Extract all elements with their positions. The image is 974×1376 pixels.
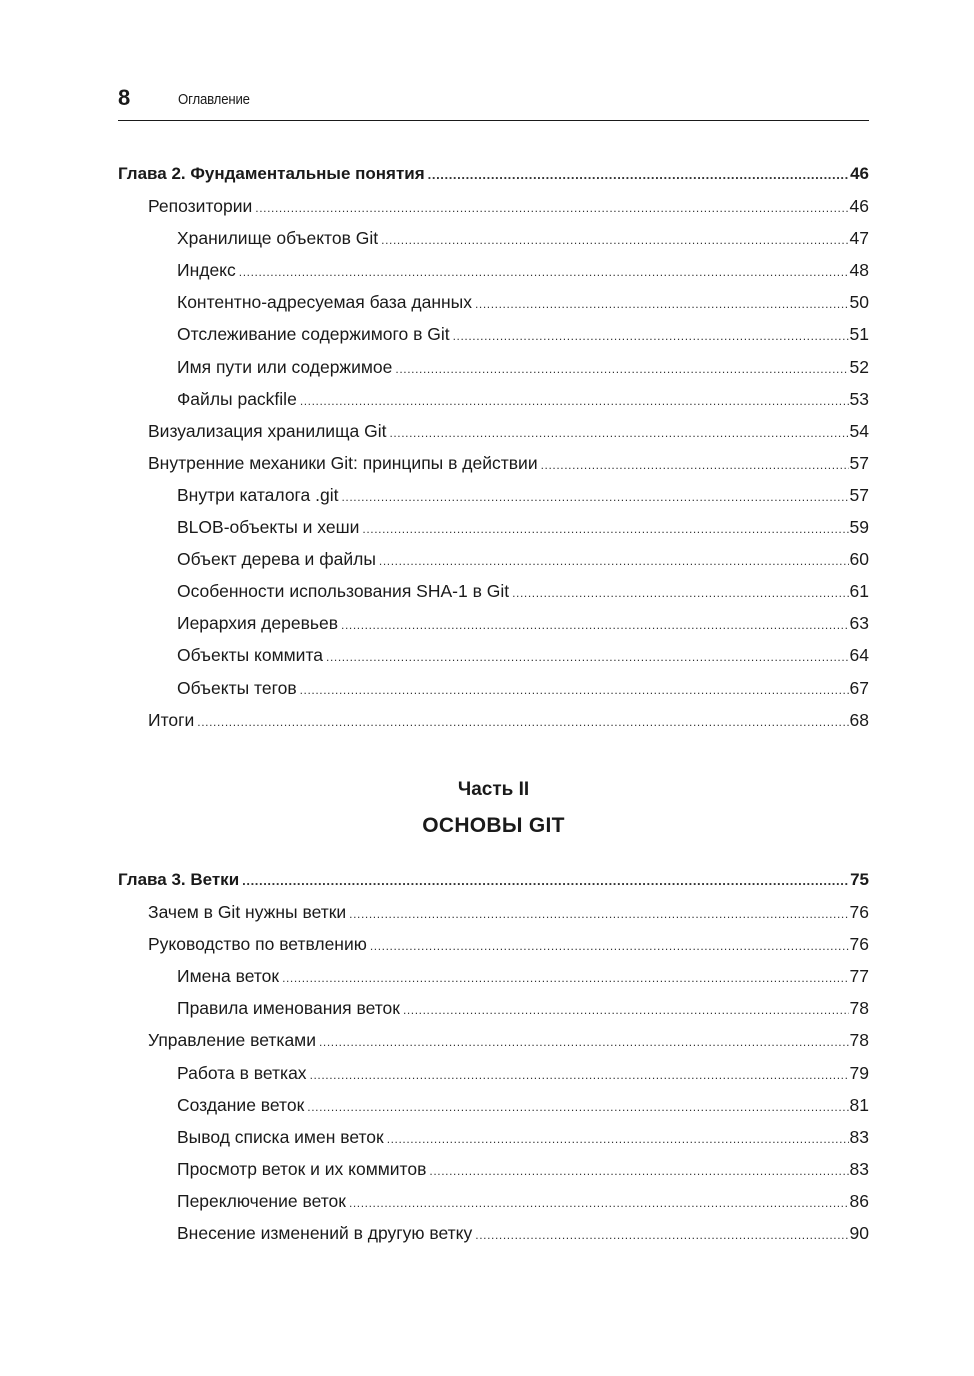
toc-entry-page: 86 — [849, 1190, 869, 1211]
toc-entry-title: Глава 3. Ветки — [118, 870, 240, 889]
toc-entry[interactable] — [118, 1153, 869, 1185]
toc-leader-dots — [389, 417, 848, 449]
toc-entry-page: 90 — [849, 1223, 869, 1244]
toc-entry[interactable] — [118, 222, 869, 254]
toc-entry[interactable] — [118, 960, 869, 992]
toc-entry-title: Объекты тегов — [177, 677, 297, 698]
toc-leader-dots — [429, 1155, 848, 1187]
toc-entry-page: 67 — [849, 677, 869, 698]
toc-leader-dots — [300, 674, 849, 706]
toc-leader-dots — [326, 641, 849, 673]
toc-entry-title: BLOB-объекты и хеши — [177, 517, 360, 538]
toc-entry-page: 81 — [849, 1094, 869, 1115]
part-number: Часть II — [457, 779, 530, 800]
toc-leader-dots — [370, 930, 849, 962]
toc-leader-dots — [319, 1026, 849, 1058]
toc-leader-dots — [379, 545, 849, 577]
toc-entry-page: 64 — [849, 645, 869, 666]
toc-entry-title: Переключение веток — [177, 1190, 346, 1211]
part-title: ОСНОВЫ GIT — [422, 814, 565, 837]
toc-leader-dots — [342, 481, 849, 513]
toc-entry[interactable] — [118, 447, 869, 479]
toc-entry-title: Работа в ветках — [177, 1062, 307, 1083]
toc-entry[interactable] — [118, 1185, 869, 1217]
toc-leader-dots — [349, 898, 848, 930]
toc-entry-title: Объект дерева и файлы — [177, 549, 376, 570]
toc-entry[interactable] — [118, 286, 869, 318]
toc-leader-dots — [307, 1091, 848, 1123]
toc-entry[interactable] — [118, 318, 869, 350]
toc-entry-title: Имена веток — [177, 966, 280, 987]
page-header — [118, 82, 869, 121]
toc-entry-page: 79 — [849, 1062, 869, 1083]
toc-entry-title: Управление ветками — [148, 1030, 316, 1051]
toc-entry-page: 83 — [849, 1158, 869, 1179]
toc-entry[interactable] — [118, 254, 869, 286]
toc-entry-title: Итоги — [148, 709, 195, 730]
running-title: Оглавление — [178, 91, 250, 108]
toc-entry-page: 54 — [849, 420, 869, 441]
toc-entry[interactable] — [118, 1121, 869, 1153]
toc-leader-dots — [242, 865, 849, 897]
toc-entry-page: 48 — [849, 260, 869, 281]
toc-chapter-entry[interactable] — [118, 158, 869, 190]
toc-leader-dots — [349, 1187, 849, 1219]
toc-entry-title: Зачем в Git нужны ветки — [148, 902, 347, 923]
toc-entry-page: 68 — [849, 709, 869, 730]
toc-leader-dots — [255, 192, 848, 224]
toc-entry-page: 46 — [850, 164, 869, 183]
toc-entry[interactable] — [118, 607, 869, 639]
toc-leader-dots — [381, 224, 848, 256]
toc-chapter-entry[interactable] — [118, 864, 869, 896]
toc-entry-title: Иерархия деревьев — [177, 613, 339, 634]
toc-entry-page: 60 — [849, 549, 869, 570]
toc-entry-title: Глава 2. Фундаментальные понятия — [118, 164, 425, 183]
toc-entry-page: 59 — [849, 517, 869, 538]
toc-entry[interactable] — [118, 1057, 869, 1089]
toc-entry-page: 47 — [849, 228, 869, 249]
toc-entry-title: Руководство по ветвлению — [148, 934, 367, 955]
toc-entry-page: 46 — [849, 196, 869, 217]
toc-entry[interactable] — [118, 639, 869, 671]
toc-entry[interactable] — [118, 575, 869, 607]
toc-entry-title: Правила именования веток — [177, 998, 400, 1019]
toc-leader-dots — [403, 994, 849, 1026]
toc-entry-page: 76 — [849, 934, 869, 955]
toc-entry-page: 57 — [849, 484, 869, 505]
toc-entry-page: 78 — [849, 1030, 869, 1051]
toc-chapter-2 — [118, 158, 869, 736]
toc-entry[interactable] — [118, 190, 869, 222]
toc-entry-title: Репозитории — [148, 196, 253, 217]
toc-leader-dots — [239, 256, 849, 288]
toc-entry[interactable] — [118, 383, 869, 415]
toc-entry-page: 78 — [849, 998, 869, 1019]
toc-entry[interactable] — [118, 1089, 869, 1121]
toc-entry-page: 50 — [849, 292, 869, 313]
toc-entry-page: 63 — [849, 613, 869, 634]
toc-leader-dots — [395, 353, 848, 385]
toc-leader-dots — [541, 449, 849, 481]
toc-entry-title: Особенности использования SHA-1 в Git — [177, 581, 510, 602]
toc-entry[interactable] — [118, 543, 869, 575]
toc-entry-page: 75 — [850, 870, 869, 889]
toc-entry-title: Файлы packfile — [177, 388, 297, 409]
toc-leader-dots — [428, 159, 849, 191]
page-number: 8 — [118, 85, 131, 110]
toc-entry-page: 77 — [849, 966, 869, 987]
toc-entry-title: Внутри каталога .git — [177, 484, 339, 505]
toc-entry[interactable] — [118, 928, 869, 960]
part-heading — [118, 772, 869, 844]
toc-leader-dots — [310, 1059, 849, 1091]
toc-entry-title: Вывод списка имен веток — [177, 1126, 384, 1147]
toc-entry-page: 61 — [849, 581, 869, 602]
toc-entry-title: Имя пути или содержимое — [177, 356, 393, 377]
toc-entry-page: 53 — [849, 388, 869, 409]
toc-entry-title: Визуализация хранилища Git — [148, 420, 387, 441]
toc-entry-title: Хранилище объектов Git — [177, 228, 379, 249]
toc-entry-title: Внесение изменений в другую ветку — [177, 1223, 473, 1244]
toc-entry-title: Отслеживание содержимого в Git — [177, 324, 450, 345]
toc-entry-title: Создание веток — [177, 1094, 305, 1115]
toc-entry[interactable] — [118, 511, 869, 543]
toc-entry[interactable] — [118, 351, 869, 383]
toc-entry-title: Контентно-адресуемая база данных — [177, 292, 472, 313]
toc-entry[interactable] — [118, 415, 869, 447]
toc-entry-title: Индекс — [177, 260, 236, 281]
toc-entry[interactable] — [118, 992, 869, 1024]
toc-chapter-3 — [118, 864, 869, 1249]
toc-entry-page: 51 — [849, 324, 869, 345]
toc-leader-dots — [453, 320, 849, 352]
toc-leader-dots — [475, 288, 849, 320]
toc-entry-page: 52 — [849, 356, 869, 377]
toc-entry[interactable] — [118, 704, 869, 736]
toc-leader-dots — [512, 577, 848, 609]
toc-leader-dots — [197, 706, 848, 738]
toc-entry-title: Внутренние механики Git: принципы в действии — [148, 452, 538, 473]
toc-leader-dots — [341, 609, 849, 641]
toc-entry-title: Просмотр веток и их коммитов — [177, 1158, 427, 1179]
toc-entry[interactable] — [118, 1217, 869, 1249]
toc-entry-page: 83 — [849, 1126, 869, 1147]
toc-entry-page: 76 — [849, 902, 869, 923]
toc-entry-title: Объекты коммита — [177, 645, 324, 666]
toc-leader-dots — [300, 385, 849, 417]
toc-entry[interactable] — [118, 672, 869, 704]
toc-entry-page: 57 — [849, 452, 869, 473]
toc-entry[interactable] — [118, 896, 869, 928]
toc-leader-dots — [362, 513, 848, 545]
toc-leader-dots — [387, 1123, 849, 1155]
toc-entry[interactable] — [118, 479, 869, 511]
toc-leader-dots — [282, 962, 848, 994]
toc-leader-dots — [475, 1219, 848, 1251]
toc-entry[interactable] — [118, 1024, 869, 1056]
